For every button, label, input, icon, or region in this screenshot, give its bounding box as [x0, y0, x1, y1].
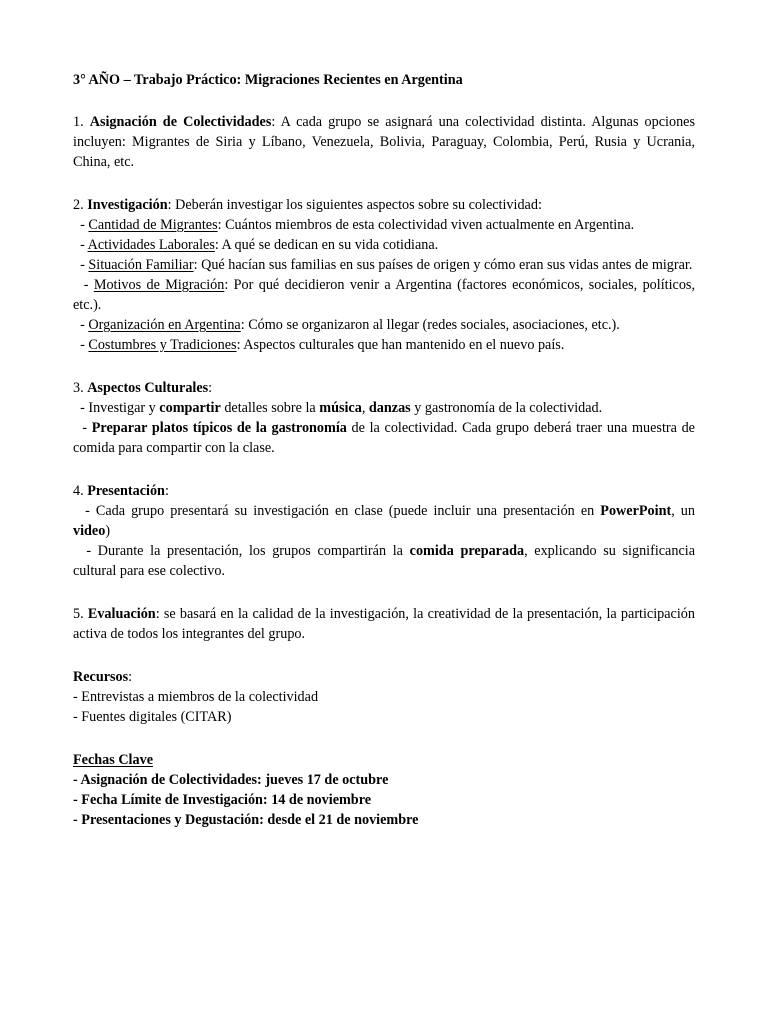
- list-dash: -: [73, 337, 89, 353]
- list-item: [73, 315, 695, 335]
- section-heading: Asignación de Colectividades: [89, 114, 272, 130]
- section-text: : Deberán investigar los siguientes aspectos sobre su colectividad:: [167, 197, 542, 213]
- list-item-label: Organización en Argentina: [88, 317, 241, 333]
- list-item-text: - Fecha Límite de Investigación: 14 de noviembre: [73, 792, 372, 808]
- list-item: - Fuentes digitales (CITAR): [73, 709, 232, 725]
- list-item: [73, 541, 695, 581]
- list-item-text: de la colectividad. Cada grupo deberá traer una muestra de comida para compartir con la clase.: [73, 420, 695, 456]
- list-item-emphasis: compartir: [159, 400, 221, 416]
- section-colon: :: [164, 483, 169, 499]
- section-recursos: [73, 667, 695, 687]
- list-item: [73, 770, 695, 790]
- spacer: [73, 355, 695, 378]
- list-item-text: : Por qué decidieron venir a Argentina (factores económicos, sociales, políticos, etc.).: [73, 277, 695, 313]
- section-presentacion: [73, 481, 695, 501]
- list-item-text: - Cada grupo presentará su investigación en clase (puede incluir una presentación en: [73, 503, 601, 519]
- list-dash: -: [73, 317, 89, 333]
- list-item-text: , un: [671, 503, 695, 519]
- document-page: [73, 70, 695, 830]
- list-item: - Entrevistas a miembros de la colectividad: [73, 689, 319, 705]
- list-item: [73, 335, 695, 355]
- section-number: 2.: [73, 197, 88, 213]
- section-heading: Presentación: [87, 483, 165, 499]
- list-dash: -: [73, 257, 89, 273]
- list-item-text: : A qué se dedican en su vida cotidiana.: [214, 237, 439, 253]
- list-item: [73, 810, 695, 830]
- list-item-label: Situación Familiar: [88, 257, 194, 273]
- list-item: [73, 418, 695, 458]
- list-item: [73, 275, 695, 315]
- list-item-text: -: [73, 420, 92, 436]
- list-item-text: ): [105, 523, 111, 539]
- section-number: 4.: [73, 483, 88, 499]
- list-item-label: Cantidad de Migrantes: [88, 217, 218, 233]
- list-item-emphasis: Preparar platos típicos de la gastronomía: [91, 420, 347, 436]
- list-item-emphasis: danzas: [368, 400, 411, 416]
- list-item-text: - Durante la presentación, los grupos compartirán la: [73, 543, 410, 559]
- section-number: 1.: [73, 114, 90, 130]
- spacer: [73, 172, 695, 195]
- section-heading: Evaluación: [87, 606, 156, 622]
- list-item-text: - Investigar y: [73, 400, 160, 416]
- list-dash: -: [73, 217, 89, 233]
- list-item-label: Costumbres y Tradiciones: [88, 337, 237, 353]
- list-dash: -: [73, 237, 88, 253]
- section-heading: Recursos: [73, 669, 129, 685]
- list-dash: -: [73, 277, 94, 293]
- list-item-emphasis: música: [319, 400, 362, 416]
- section-aspectos-culturales: [73, 378, 695, 398]
- list-item-text: ,: [361, 400, 369, 416]
- section-evaluacion: [73, 604, 695, 644]
- section-colon: :: [208, 380, 213, 396]
- list-item-text: , explicando su significancia cultural para ese colectivo.: [73, 543, 695, 579]
- list-item-text: : Qué hacían sus familias en sus países de origen y cómo eran sus vidas antes de migrar.: [193, 257, 693, 273]
- list-item-text: : Aspectos culturales que han mantenido en el nuevo país.: [236, 337, 565, 353]
- list-item-text: detalles sobre la: [220, 400, 320, 416]
- section-text: : se basará en la calidad de la investigación, la creatividad de la presentación, la participación activa de todos los integrantes del grupo.: [73, 606, 695, 642]
- document-title: 3° AÑO – Trabajo Práctico: Migraciones Recientes en Argentina: [73, 72, 463, 88]
- spacer: [73, 644, 695, 667]
- list-item-text: - Presentaciones y Degustación: desde el 21 de noviembre: [73, 812, 419, 828]
- spacer: [73, 90, 695, 112]
- section-number: 5.: [73, 606, 88, 622]
- spacer: [73, 581, 695, 604]
- list-item-text: - Asignación de Colectividades: jueves 17 de octubre: [73, 772, 389, 788]
- section-heading: Investigación: [87, 197, 168, 213]
- section-asignacion: [73, 112, 695, 172]
- spacer: [73, 727, 695, 750]
- list-item-text: : Cuántos miembros de esta colectividad viven actualmente en Argentina.: [217, 217, 635, 233]
- list-item: [73, 215, 695, 235]
- section-number: 3.: [73, 380, 88, 396]
- list-item-label: Motivos de Migración: [93, 277, 225, 293]
- list-item-emphasis: PowerPoint: [600, 503, 672, 519]
- list-item: [73, 398, 695, 418]
- list-item-text: : Cómo se organizaron al llegar (redes sociales, asociaciones, etc.).: [240, 317, 620, 333]
- section-investigacion: [73, 195, 695, 215]
- list-item: [73, 235, 695, 255]
- section-fechas-clave: [73, 750, 695, 770]
- section-colon: :: [128, 669, 133, 685]
- list-item-label: Actividades Laborales: [87, 237, 215, 253]
- section-heading: Aspectos Culturales: [87, 380, 209, 396]
- list-item-text: y gastronomía de la colectividad.: [410, 400, 603, 416]
- section-heading: Fechas Clave: [73, 752, 153, 768]
- spacer: [73, 458, 695, 481]
- list-item: [73, 790, 695, 810]
- list-item-emphasis: comida preparada: [409, 543, 525, 559]
- list-item-emphasis: video: [73, 523, 106, 539]
- list-item: [73, 501, 695, 541]
- list-item: [73, 255, 695, 275]
- section-text: : A cada grupo se asignará una colectividad distinta. Algunas opciones incluyen: Migrantes de Siria y Líbano, Venezuela, Bolivia, Paraguay, Colombia, Perú, Rusia y Ucrania, China, etc.: [73, 114, 695, 170]
